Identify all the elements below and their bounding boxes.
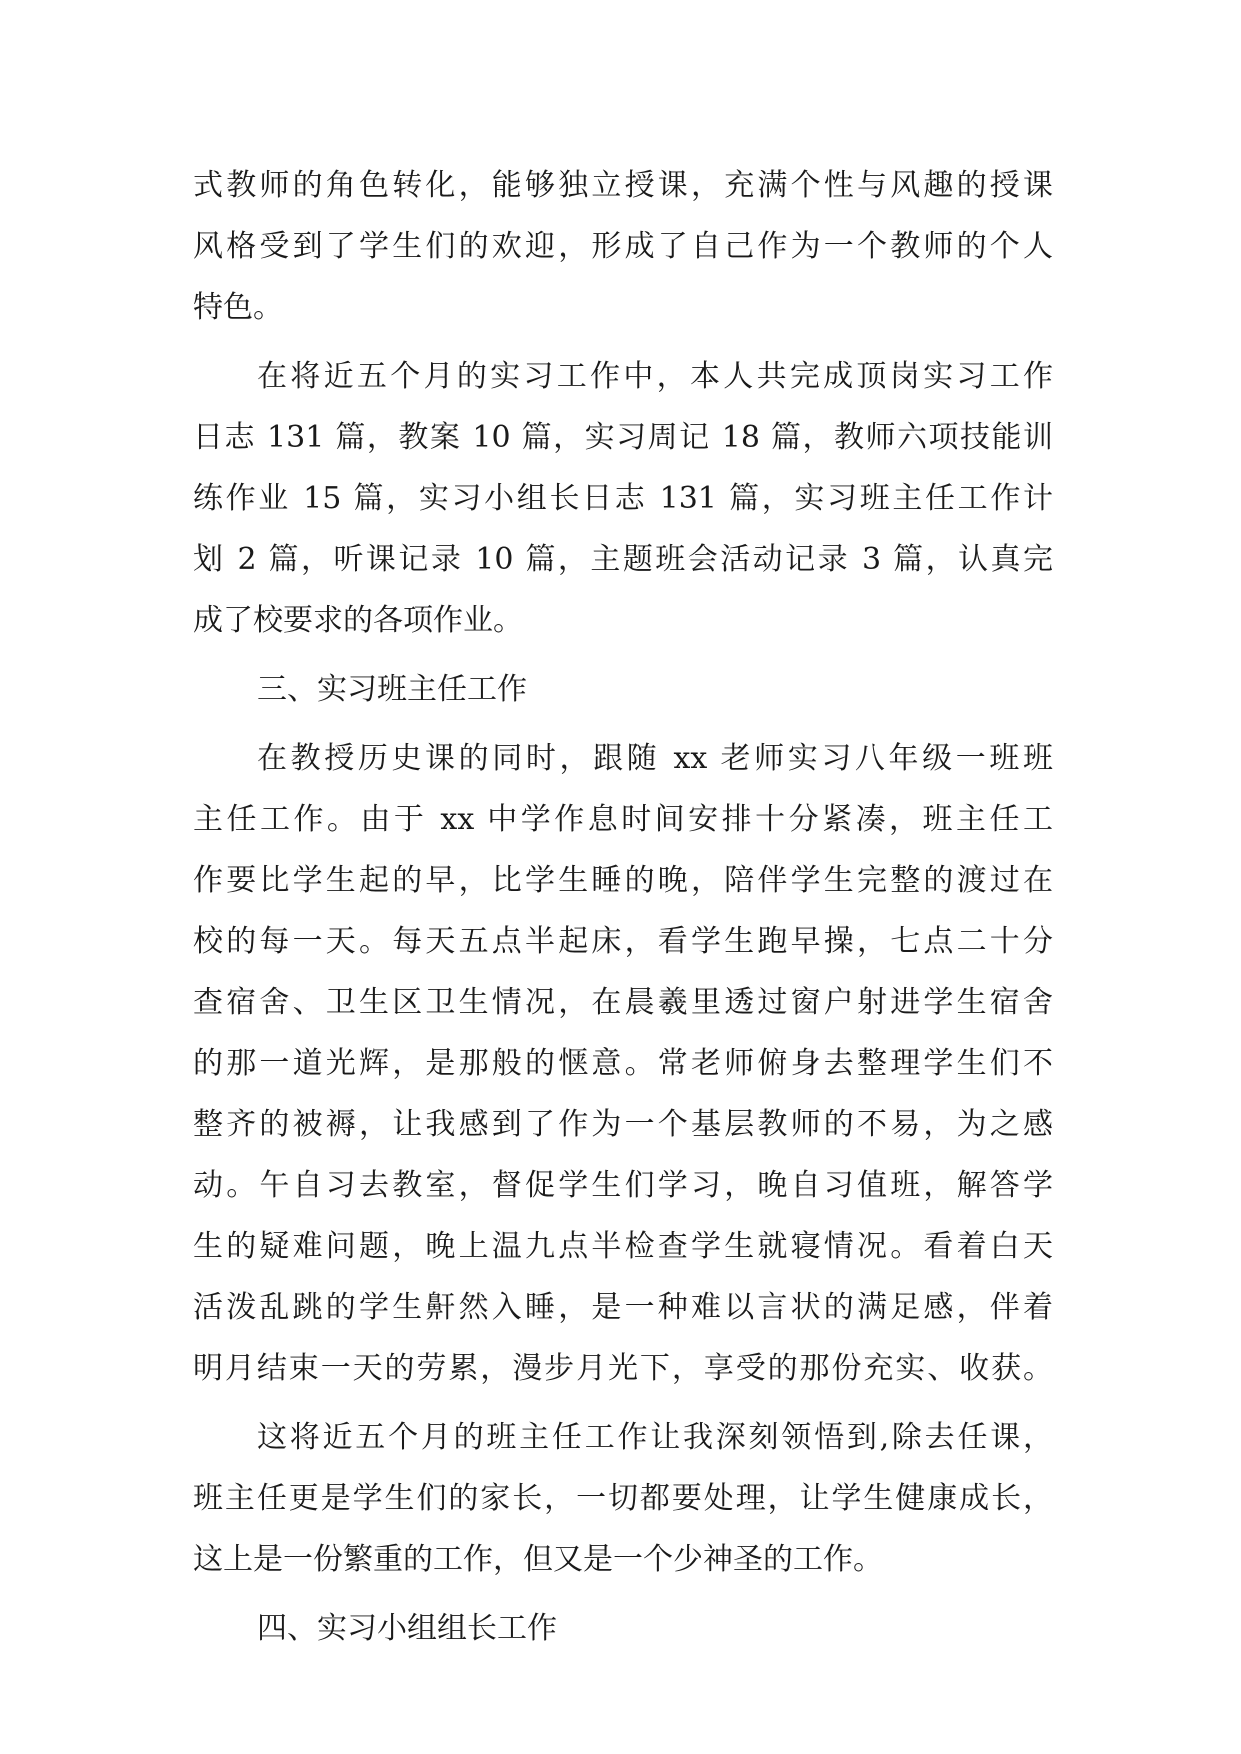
text-line: 这将近五个月的班主任工作让我深刻领悟到,除去任课， (257, 1420, 1053, 1455)
text-line: 主任工作。由于 xx 中学作息时间安排十分紧凑，班主任工 (193, 802, 1053, 837)
heading-text: 四、实习小组组长工作 (257, 1611, 557, 1646)
text-line: 划 2 篇，听课记录 10 篇，主题班会活动记录 3 篇，认真完 (193, 542, 1053, 577)
section-heading-3 (193, 659, 1053, 720)
text-line: 特色。 (193, 290, 283, 325)
text-line: 活泼乱跳的学生鼾然入睡，是一种难以言状的满足感，伴着 (193, 1290, 1053, 1325)
paragraph-continuation (193, 155, 1053, 338)
text-line: 查宿舍、卫生区卫生情况，在晨羲里透过窗户射进学生宿舍 (193, 985, 1053, 1020)
text-line: 这上是一份繁重的工作，但又是一个少神圣的工作。 (193, 1542, 883, 1577)
text-line: 生的疑难问题，晚上温九点半检查学生就寝情况。看着白天 (193, 1229, 1053, 1264)
text-line: 作要比学生起的早，比学生睡的晚，陪伴学生完整的渡过在 (193, 863, 1053, 898)
document-page (193, 155, 1053, 1659)
text-line: 日志 131 篇，教案 10 篇，实习周记 18 篇，教师六项技能训 (193, 420, 1053, 455)
text-line: 风格受到了学生们的欢迎，形成了自己作为一个教师的个人 (193, 229, 1053, 264)
text-line: 在将近五个月的实习工作中，本人共完成顶岗实习工作 (257, 359, 1053, 394)
paragraph-internship-summary (193, 346, 1053, 651)
paragraph-reflection (193, 1407, 1053, 1590)
text-line: 的那一道光辉，是那般的惬意。常老师俯身去整理学生们不 (193, 1046, 1053, 1081)
text-line: 练作业 15 篇，实习小组长日志 131 篇，实习班主任工作计 (193, 481, 1053, 516)
section-heading-4 (193, 1598, 1053, 1659)
text-line: 动。午自习去教室，督促学生们学习，晚自习值班，解答学 (193, 1168, 1053, 1203)
heading-text: 三、实习班主任工作 (257, 672, 527, 707)
text-line: 整齐的被褥，让我感到了作为一个基层教师的不易，为之感 (193, 1107, 1053, 1142)
paragraph-head-teacher (193, 728, 1053, 1399)
text-line: 成了校要求的各项作业。 (193, 603, 523, 638)
text-line: 校的每一天。每天五点半起床，看学生跑早操，七点二十分 (193, 924, 1053, 959)
text-line: 班主任更是学生们的家长，一切都要处理，让学生健康成长， (193, 1481, 1053, 1516)
text-line: 在教授历史课的同时，跟随 xx 老师实习八年级一班班 (257, 741, 1053, 776)
text-line: 式教师的角色转化，能够独立授课，充满个性与风趣的授课 (193, 168, 1053, 203)
text-line: 明月结束一天的劳累，漫步月光下，享受的那份充实、收获。 (193, 1351, 1053, 1386)
